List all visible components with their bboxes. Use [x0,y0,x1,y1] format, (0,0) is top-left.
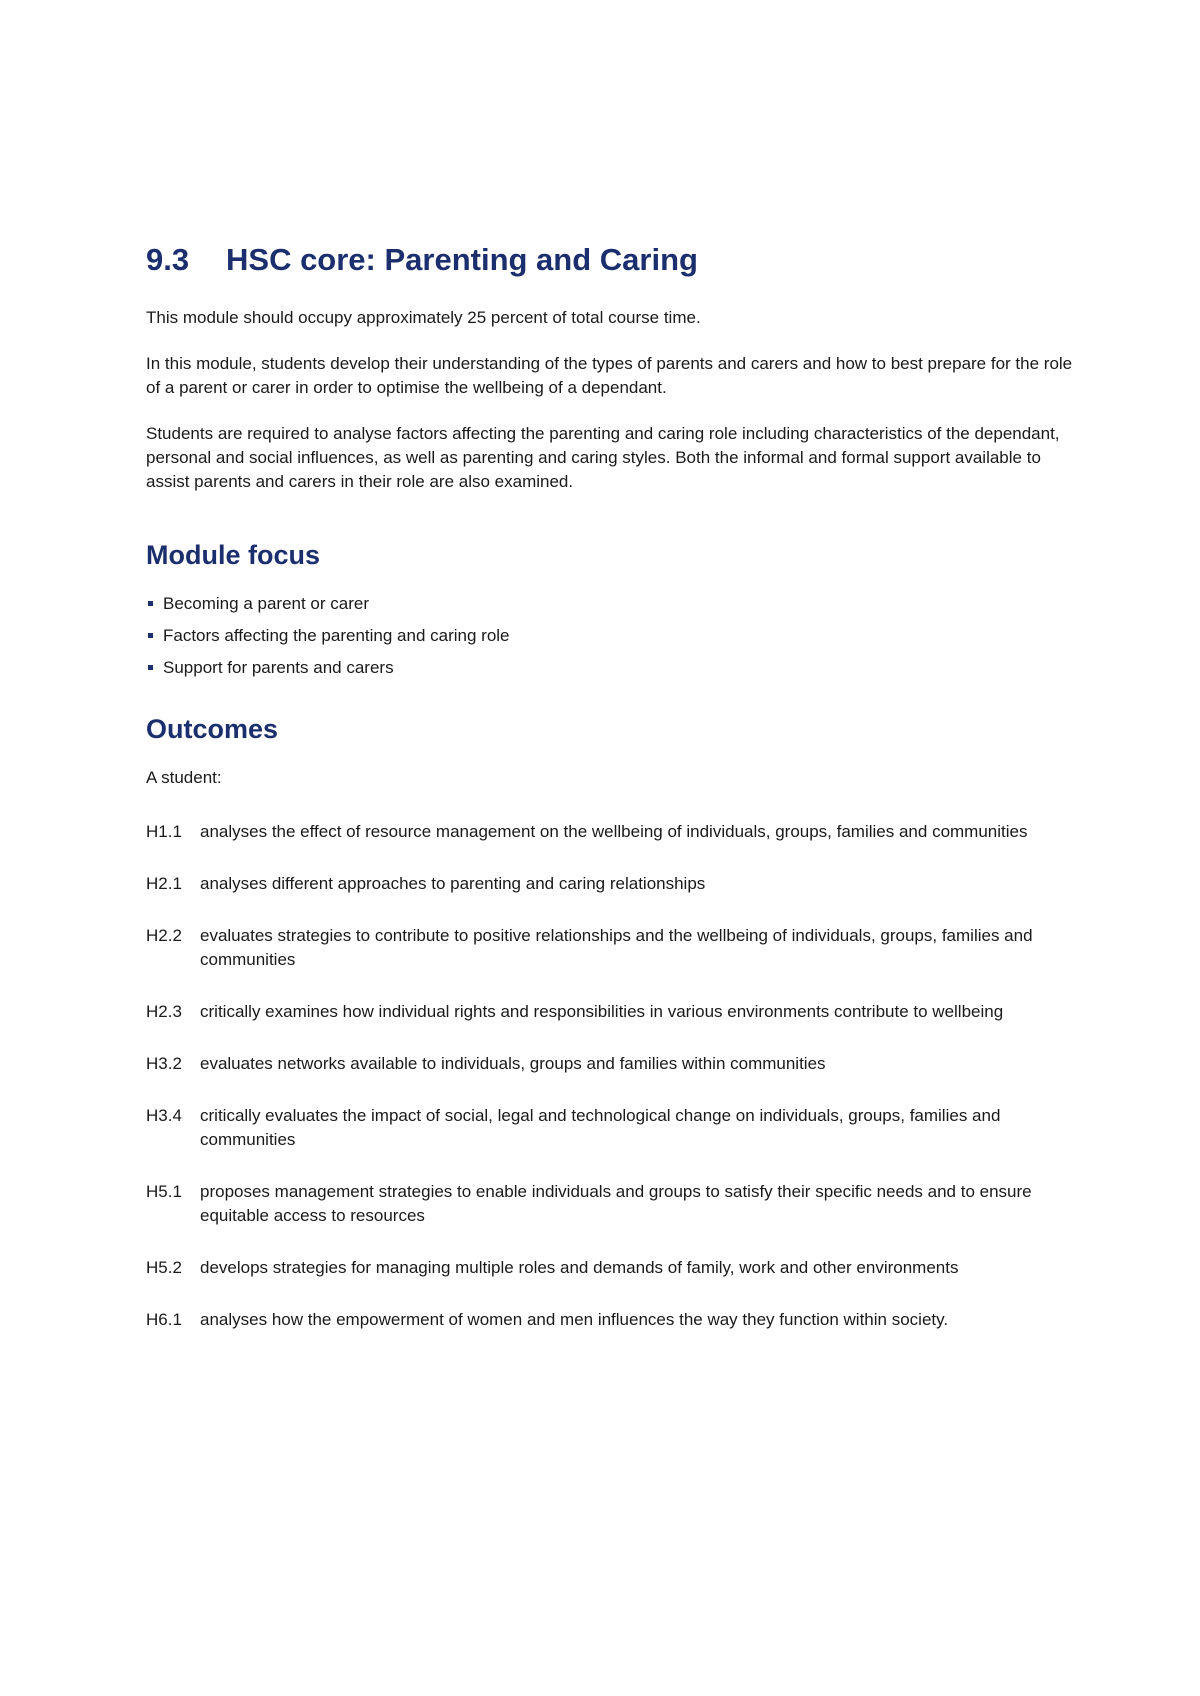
list-item-text: Becoming a parent or carer [163,594,369,613]
outcome-code: H2.2 [146,926,182,945]
outcomes-list [146,820,1080,1332]
outcome-item [146,1308,1080,1332]
outcome-text: critically examines how individual rights and responsibilities in various environments contribute to wellbeing [200,1002,1004,1021]
outcome-item [146,924,1080,972]
intro-paragraph-3: Students are required to analyse factors affecting the parenting and caring role including characteristics of the dependant, personal and social influences, as well as parenting and caring styles. Both the informal and formal support available to assist parents and carers in their role are also examined. [146,424,1060,491]
outcome-code: H2.1 [146,874,182,893]
list-item-text: Support for parents and carers [163,658,394,677]
outcome-code: H3.2 [146,1054,182,1073]
outcome-text: evaluates strategies to contribute to positive relationships and the wellbeing of individuals, groups, families and communities [200,926,1033,969]
outcome-text: develops strategies for managing multiple roles and demands of family, work and other environments [200,1258,959,1277]
square-bullet-icon [148,633,153,638]
list-item [146,624,1080,648]
list-item [146,592,1080,616]
square-bullet-icon [148,601,153,606]
outcome-text: evaluates networks available to individuals, groups and families within communities [200,1054,826,1073]
outcome-code: H5.1 [146,1182,182,1201]
outcome-item [146,872,1080,896]
outcomes-intro: A student: [146,768,222,787]
module-focus-heading: Module focus [146,540,320,570]
square-bullet-icon [148,665,153,670]
list-item-text: Factors affecting the parenting and caring role [163,626,510,645]
section-heading [146,240,1080,280]
outcome-text: analyses how the empowerment of women and men influences the way they function within society. [200,1310,949,1329]
intro-paragraph-2: In this module, students develop their understanding of the types of parents and carers and how to best prepare for the role of a parent or carer in order to optimise the wellbeing of a dependant. [146,354,1073,397]
section-title: HSC core: Parenting and Caring [226,242,698,277]
outcome-item [146,1000,1080,1024]
outcome-text: critically evaluates the impact of social, legal and technological change on individuals, groups, families and communities [200,1106,1001,1149]
outcome-code: H3.4 [146,1106,182,1125]
module-focus-list [146,592,1080,680]
outcomes-heading: Outcomes [146,714,279,744]
intro-paragraph-1: This module should occupy approximately 25 percent of total course time. [146,308,701,327]
outcome-item [146,1180,1080,1228]
outcome-text: analyses the effect of resource management on the wellbeing of individuals, groups, families and communities [200,822,1028,841]
outcome-item [146,1104,1080,1152]
outcome-code: H1.1 [146,822,182,841]
outcome-code: H2.3 [146,1002,182,1021]
outcome-code: H5.2 [146,1258,182,1277]
outcome-item [146,820,1080,844]
list-item [146,656,1080,680]
outcome-text: proposes management strategies to enable individuals and groups to satisfy their specific needs and to ensure equitable access to resources [200,1182,1032,1225]
outcome-text: analyses different approaches to parenting and caring relationships [200,874,706,893]
outcome-code: H6.1 [146,1310,182,1329]
section-number: 9.3 [146,242,190,277]
outcome-item [146,1052,1080,1076]
outcome-item [146,1256,1080,1280]
